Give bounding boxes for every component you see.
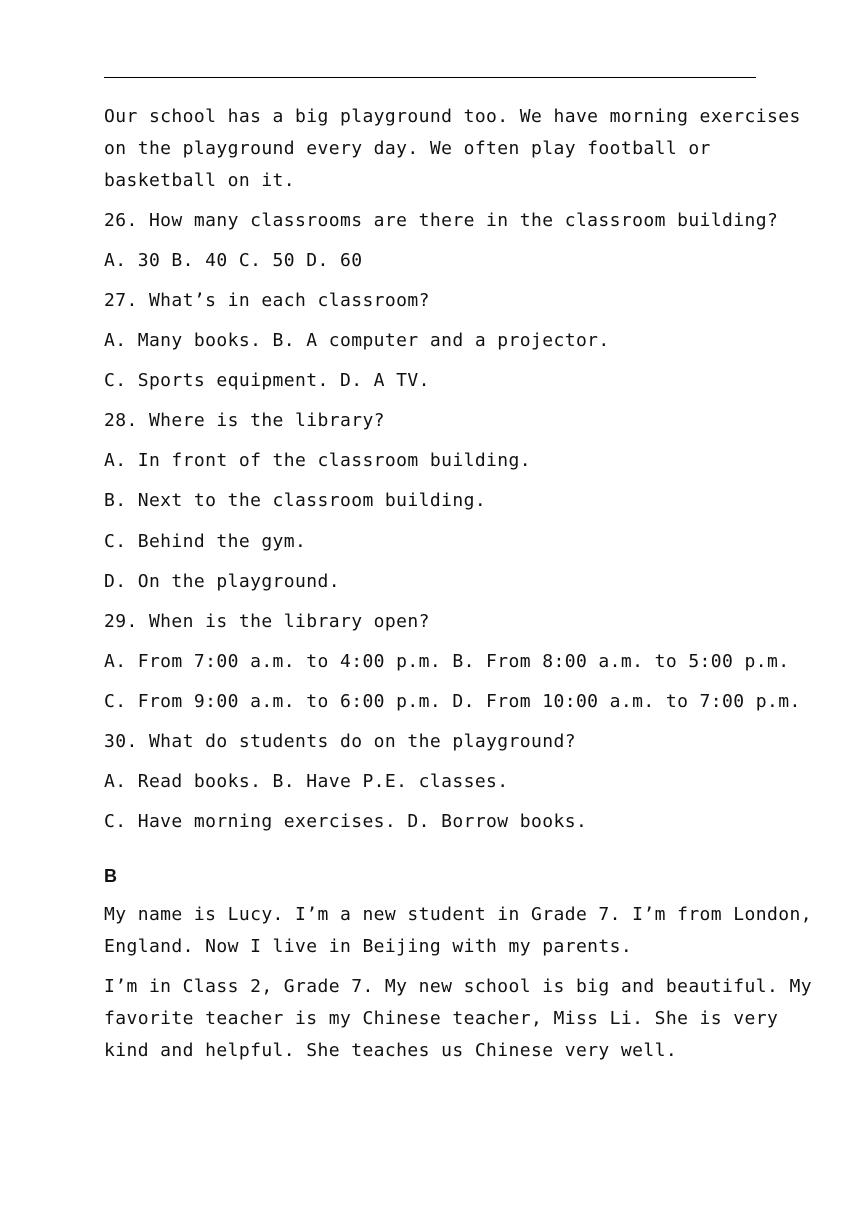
question-stem: 26. How many classrooms are there in the classroom building? (104, 210, 779, 231)
passage-line: basketball on it. (104, 170, 296, 191)
passage-line: on the playground every day. We often play football or (104, 138, 711, 159)
question-option: C. From 9:00 a.m. to 6:00 p.m. D. From 10:00 a.m. to 7:00 p.m. (104, 691, 801, 712)
question-option: D. On the playground. (104, 571, 340, 592)
question-option: A. Read books. B. Have P.E. classes. (104, 771, 509, 792)
question-option: A. From 7:00 a.m. to 4:00 p.m. B. From 8:00 a.m. to 5:00 p.m. (104, 651, 790, 672)
question-option: A. In front of the classroom building. (104, 450, 532, 471)
question-option: C. Sports equipment. D. A TV. (104, 370, 430, 391)
passage-line: My name is Lucy. I’m a new student in Grade 7. I’m from London, (104, 904, 812, 925)
question-option: C. Behind the gym. (104, 531, 307, 552)
question-option: C. Have morning exercises. D. Borrow books. (104, 811, 588, 832)
question-option: B. Next to the classroom building. (104, 490, 487, 511)
question-option: A. Many books. B. A computer and a projector. (104, 330, 610, 351)
question-stem: 30. What do students do on the playground? (104, 731, 576, 752)
passage-line: kind and helpful. She teaches us Chinese very well. (104, 1040, 678, 1061)
question-stem: 28. Where is the library? (104, 410, 385, 431)
passage-line: I’m in Class 2, Grade 7. My new school is big and beautiful. My (104, 976, 812, 997)
passage-line: England. Now I live in Beijing with my parents. (104, 936, 633, 957)
question-stem: 29. When is the library open? (104, 611, 430, 632)
question-stem: 27. What’s in each classroom? (104, 290, 430, 311)
passage-line: favorite teacher is my Chinese teacher, Miss Li. She is very (104, 1008, 779, 1029)
question-option: A. 30 B. 40 C. 50 D. 60 (104, 250, 363, 271)
header-rule (104, 77, 756, 78)
passage-line: Our school has a big playground too. We have morning exercises (104, 106, 801, 127)
section-heading: B (104, 866, 118, 886)
